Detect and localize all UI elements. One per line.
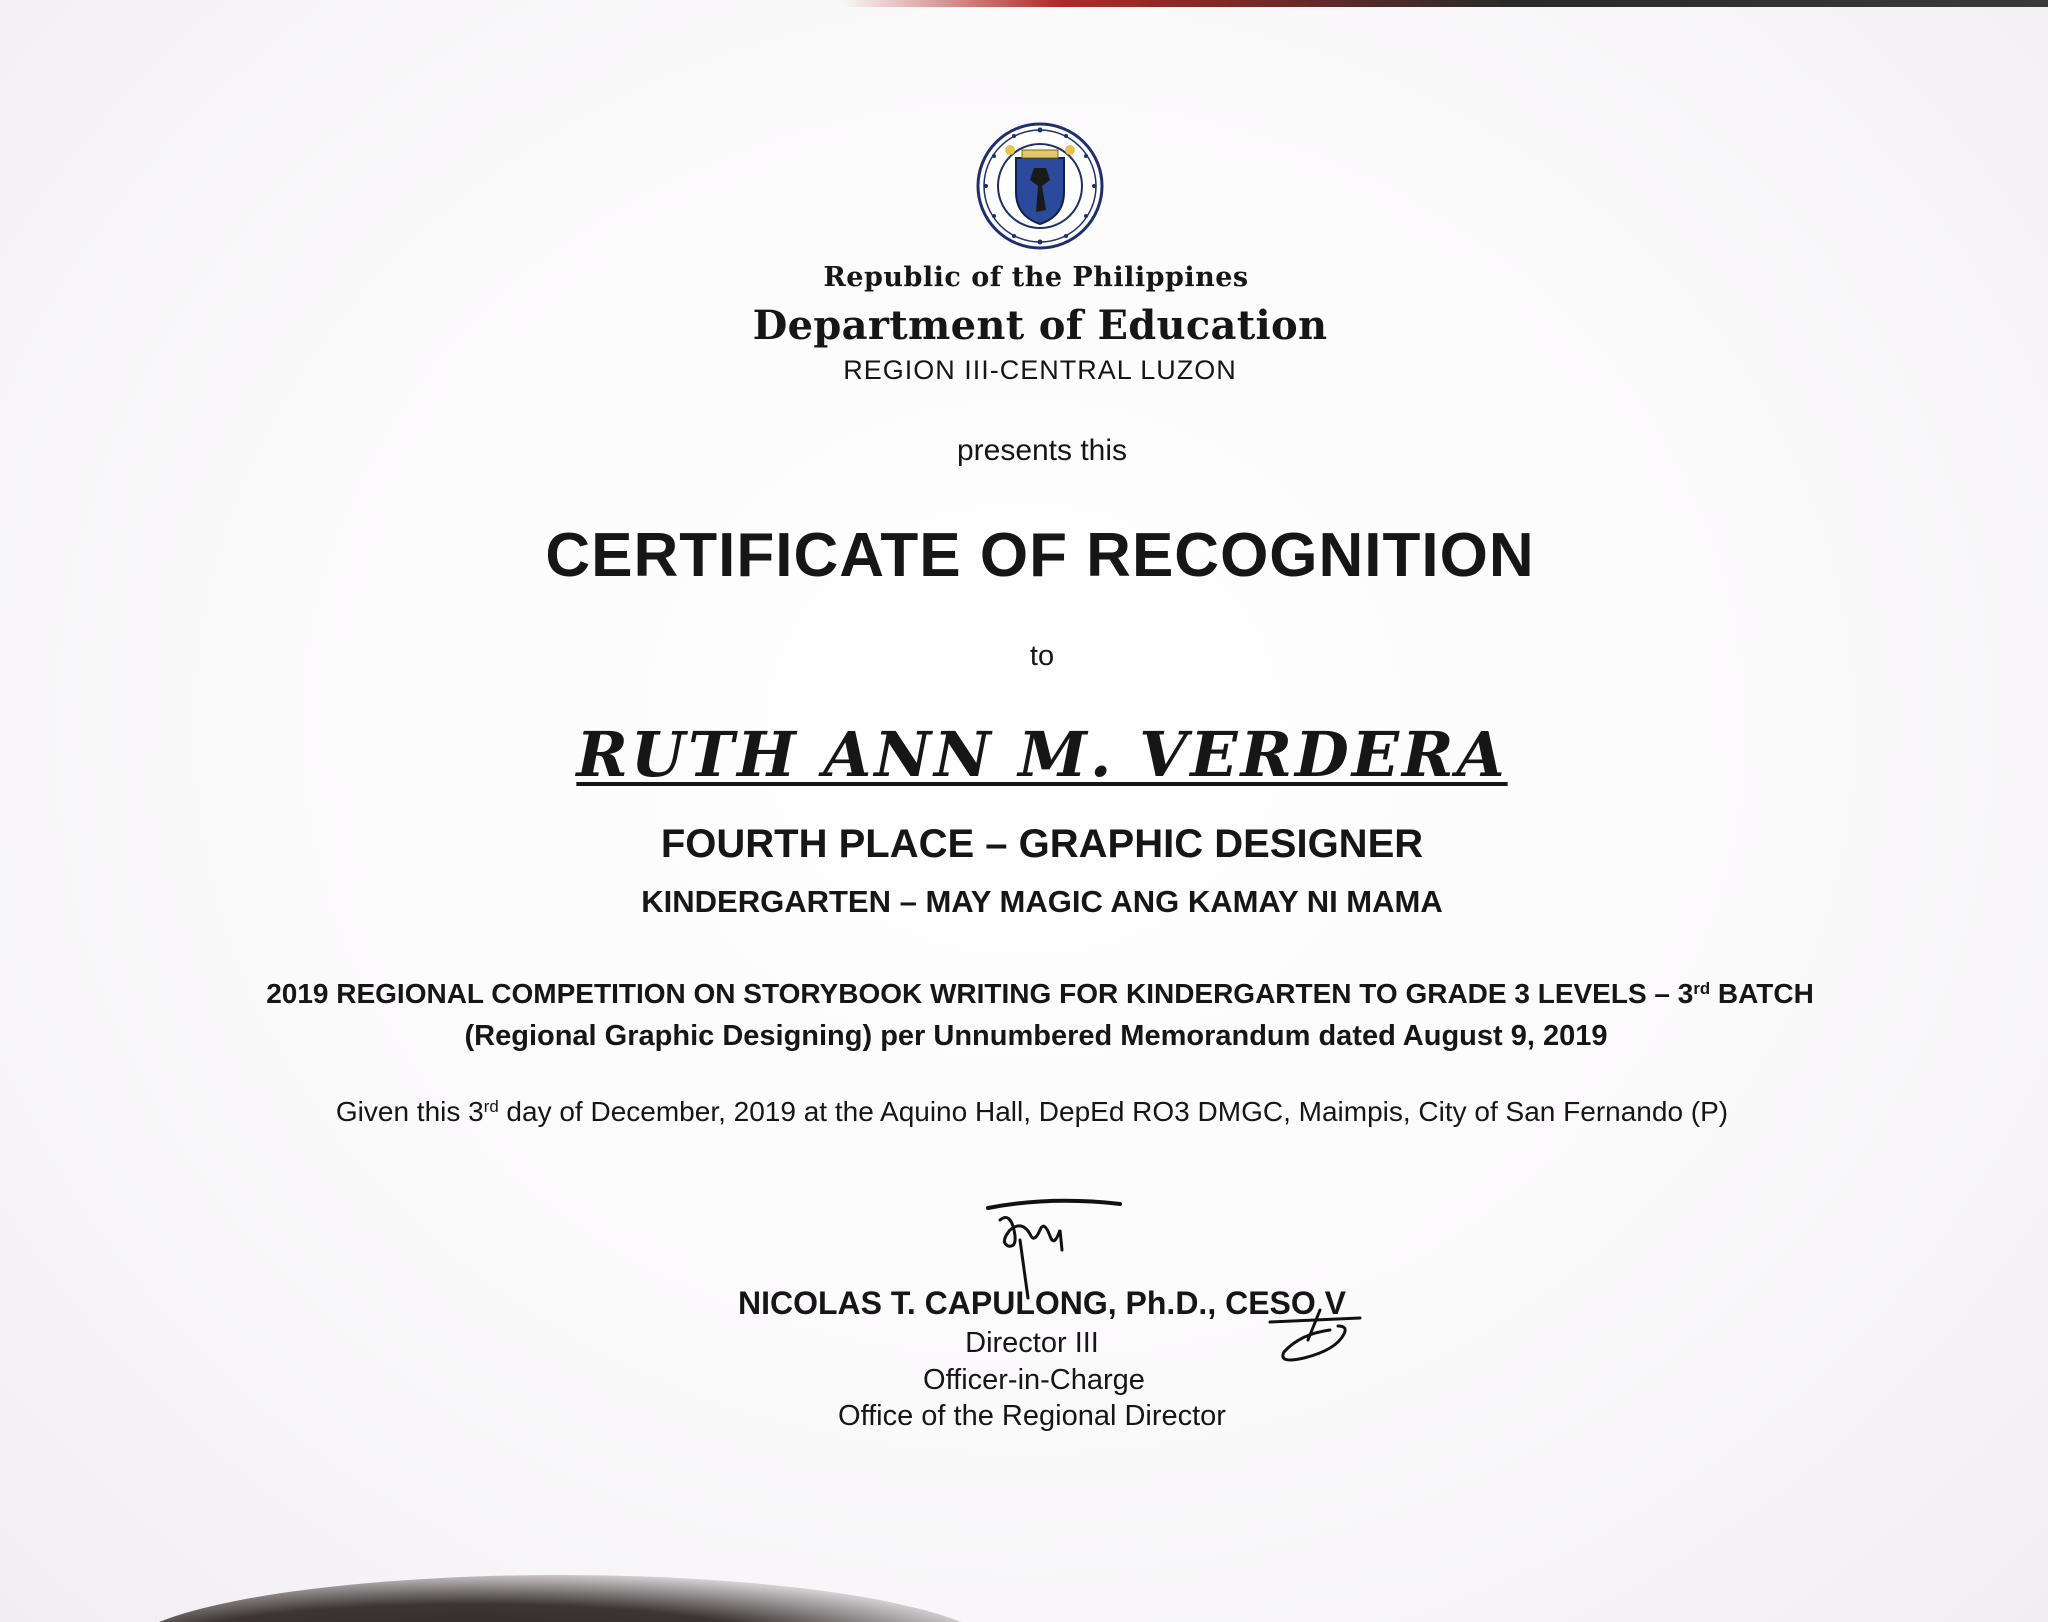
republic-heading: Republic of the Philippines (823, 262, 1249, 293)
given-text (8, 1096, 2048, 1128)
category-text: KINDERGARTEN – MAY MAGIC ANG KAMAY NI MAMA (641, 884, 1443, 919)
competition-superscript: rd (1693, 978, 1711, 998)
competition-text-end: BATCH (1710, 978, 1814, 1009)
signatory-name: NICOLAS T. CAPULONG, Ph.D., CESO V (737, 1285, 1347, 1321)
recipient-name: RUTH ANN M. VERDERA (576, 718, 1508, 791)
department-heading: Department of Education (752, 302, 1328, 349)
given-superscript: rd (483, 1096, 499, 1116)
photo-bottom-shadow (120, 1575, 1000, 1622)
signatory-position-role: Officer-in-Charge (923, 1364, 1145, 1396)
certificate-title: CERTIFICATE OF RECOGNITION (545, 521, 1535, 590)
competition-text (16, 978, 2048, 1010)
region-heading: REGION III-CENTRAL LUZON (843, 355, 1237, 385)
competition-text-main: 2019 REGIONAL COMPETITION ON STORYBOOK WRITING FOR KINDERGARTEN TO GRADE 3 LEVELS – 3 (266, 978, 1694, 1009)
given-text-start: Given this 3 (335, 1096, 484, 1127)
to-text: to (1029, 640, 1055, 672)
award-text: FOURTH PLACE – GRAPHIC DESIGNER (660, 822, 1424, 866)
deped-seal-icon (976, 120, 1104, 252)
presents-text: presents this (956, 434, 1128, 467)
memo-text: (Regional Graphic Designing) per Unnumbered Memorandum dated August 9, 2019 (464, 1020, 1608, 1052)
director-signature (970, 1190, 1130, 1300)
photo-top-edge (840, 0, 2048, 7)
signatory-position-title: Director III (965, 1327, 1099, 1359)
given-text-end: day of December, 2019 at the Aquino Hall, DepEd RO3 DMGC, Maimpis, City of San Fernando (P) (498, 1096, 1729, 1127)
signatory-office: Office of the Regional Director (838, 1400, 1226, 1432)
